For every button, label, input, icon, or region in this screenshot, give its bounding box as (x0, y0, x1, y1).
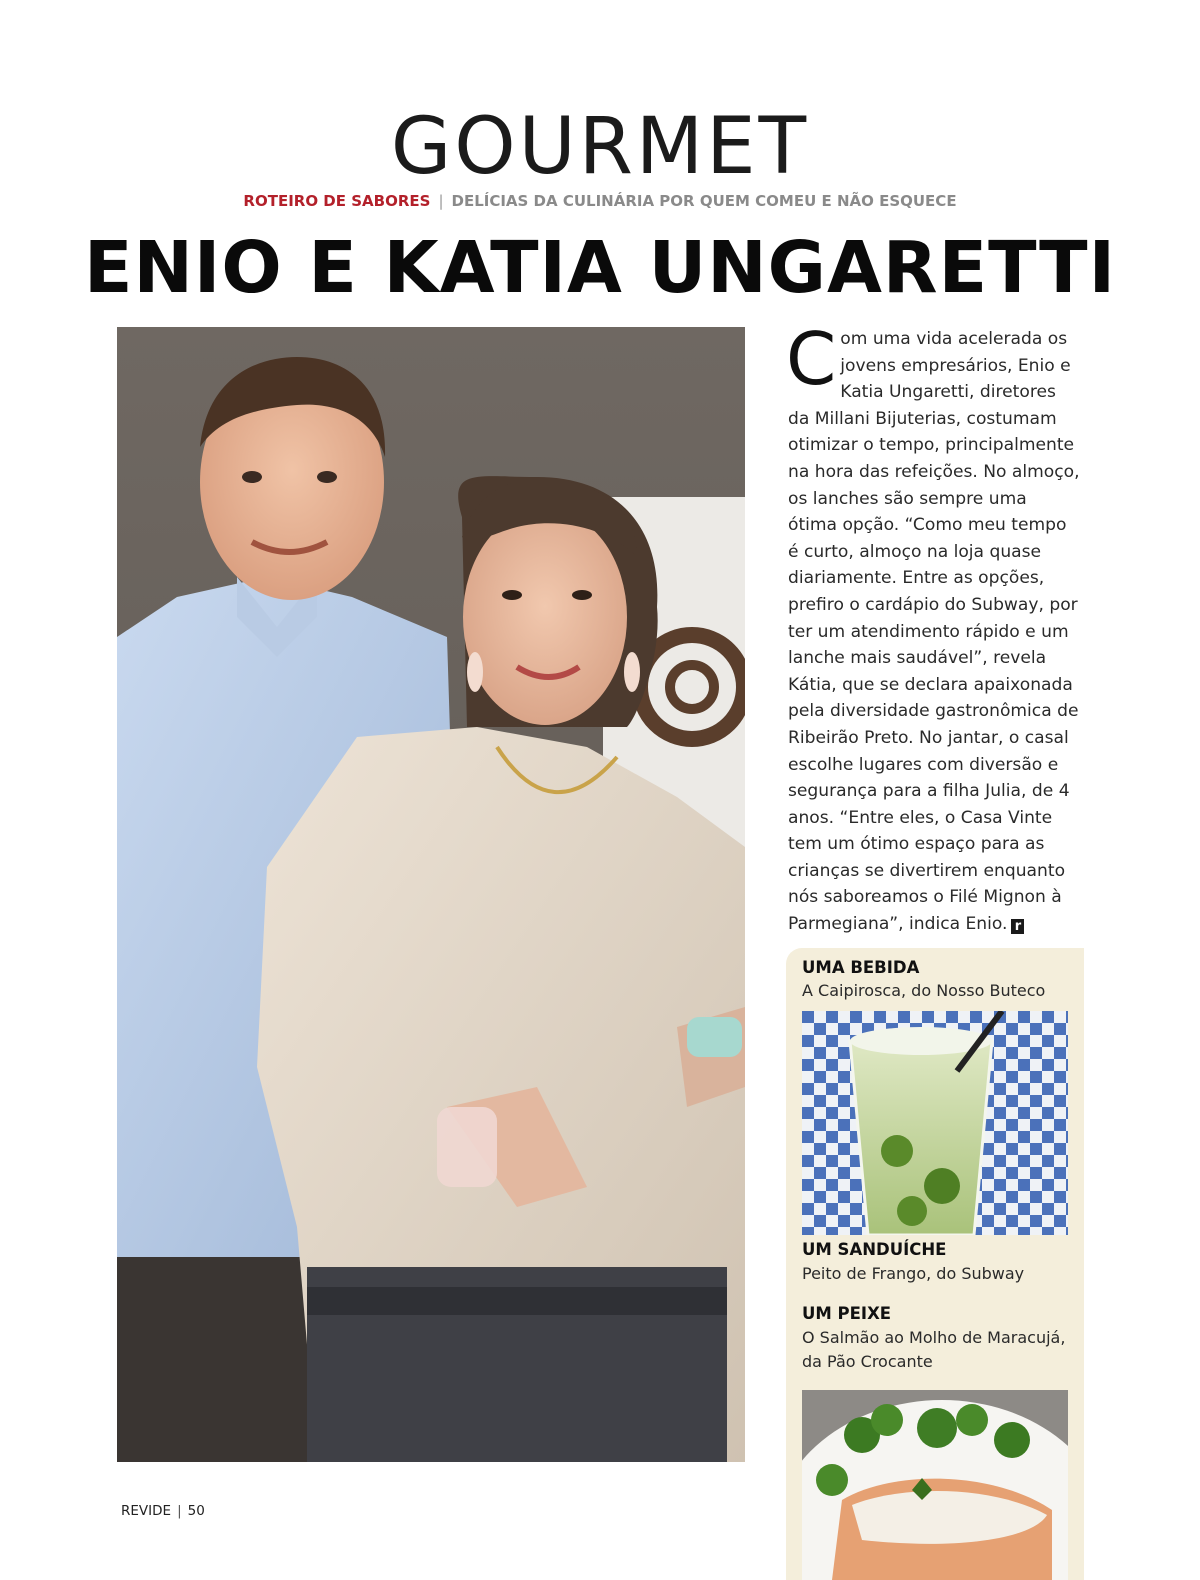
section-title: GOURMET (390, 102, 810, 192)
page-footer (121, 1503, 205, 1519)
section-kicker: ROTEIRO DE SABORES (243, 192, 431, 210)
salmon-dish-photo (802, 1390, 1068, 1580)
page-number: 50 (187, 1503, 205, 1519)
article-headline: ENIO E KATIA UNGARETTI (84, 226, 1116, 309)
article-dropcap: C (786, 317, 837, 401)
end-mark-icon: r (1011, 919, 1024, 934)
sidebar-text-fish: O Salmão ao Molho de Maracujá, da Pão Crocante (802, 1328, 1066, 1371)
couple-portrait-photo (117, 327, 745, 1462)
sidebar-text-drink: A Caipirosca, do Nosso Buteco (802, 981, 1046, 1000)
sidebar-text-sandwich: Peito de Frango, do Subway (802, 1264, 1025, 1283)
tagline (0, 192, 1200, 210)
magazine-name: REVIDE (121, 1503, 172, 1519)
article-body (786, 317, 1080, 938)
sidebar-heading-fish: UM PEIXE (802, 1304, 892, 1323)
article-text: om uma vida acelerada os jovens empresários, Enio e Katia Ungaretti, diretores da Millani Bijuterias, costumam otimizar o tempo, principalmente na hora das refeições. No almoço, os lanches são sempre uma ótima opção. “Como meu tempo é curto, almoço na loja quase diariamente. Entre as opções, prefiro o cardápio do Subway, por ter um atendimento rápido e um lanche mais saudável”, revela Kátia, que se declara apaixonada pela diversidade gastronômica de Ribeirão Preto. No jantar, o casal escolhe lugares com diversão e segurança para a filha Julia, de 4 anos. “Entre eles, o Casa Vinte tem um ótimo espaço para as crianças se divertirem enquanto nós saboreamos o Filé Mignon à Parmegiana”, indica Enio. (788, 329, 1080, 935)
footer-separator: | (177, 1503, 182, 1519)
sidebar-heading-sandwich: UM SANDUÍCHE (802, 1240, 947, 1259)
tagline-separator: | (438, 192, 444, 210)
caipirosca-photo (802, 1011, 1068, 1235)
sidebar-heading-drink: UMA BEBIDA (802, 958, 920, 977)
section-subtitle: DELÍCIAS DA CULINÁRIA POR QUEM COMEU E NÃO ESQUECE (451, 192, 957, 210)
